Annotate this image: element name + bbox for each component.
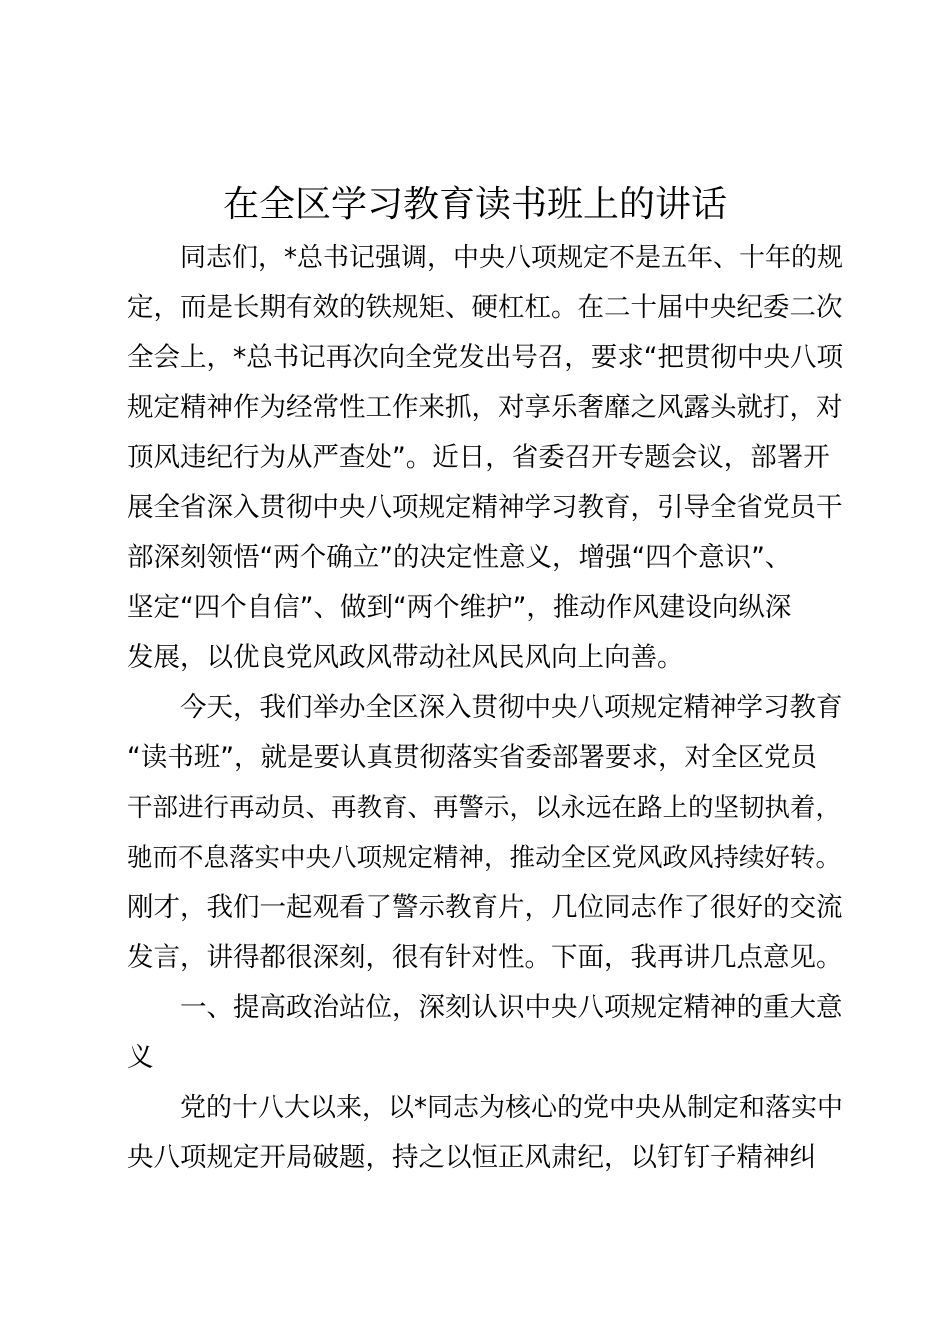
section-heading: 义 <box>127 1042 154 1073</box>
section-heading: 一、提高政治站位，深刻认识中央八项规定精神的重大意 <box>180 992 843 1023</box>
text-line: 坚定“四个自信”、做到“两个维护”，推动作风建设向纵深 <box>127 592 792 623</box>
text-line: 发言，讲得都很深刻，很有针对性。下面，我再讲几点意见。 <box>127 942 843 973</box>
text-line: “读书班”，就是要认真贯彻落实省委部署要求，对全区党员 <box>127 742 817 773</box>
text-line: 发展，以优良党风政风带动社风民风向上向善。 <box>127 642 684 673</box>
text-line: 全会上，*总书记再次向全党发出号召，要求“把贯彻中央八项 <box>127 342 843 373</box>
text-line: 干部进行再动员、再教育、再警示，以永远在路上的坚韧执着， <box>127 793 842 823</box>
text-line: 今天，我们举办全区深入贯彻中央八项规定精神学习教育 <box>180 692 843 723</box>
text-line: 规定精神作为经常性工作来抓，对享乐奢靡之风露头就打，对 <box>127 392 843 423</box>
document-body <box>127 233 847 1183</box>
text-line: 定，而是长期有效的铁规矩、硬杠杠。在二十届中央纪委二次 <box>127 292 843 323</box>
text-line: 驰而不息落实中央八项规定精神，推动全区党风政风持续好转。 <box>127 843 842 873</box>
text-line: 央八项规定开局破题，持之以恒正风肃纪，以钉钉子精神纠 <box>127 1142 816 1173</box>
text-line: 党的十八大以来，以*同志为核心的党中央从制定和落实中 <box>180 1093 844 1123</box>
text-line: 刚才，我们一起观看了警示教育片，几位同志作了很好的交流 <box>127 892 843 923</box>
text-line: 顶风违纪行为从严查处”。近日，省委召开专题会议，部署开 <box>127 442 830 473</box>
text-line: 展全省深入贯彻中央八项规定精神学习教育，引导全省党员干 <box>127 492 843 523</box>
text-line: 部深刻领悟“两个确立”的决定性意义，增强“四个意识”、 <box>127 542 792 573</box>
text-line: 同志们，*总书记强调，中央八项规定不是五年、十年的规 <box>180 243 844 273</box>
document-title: 在全区学习教育读书班上的讲话 <box>222 184 727 225</box>
